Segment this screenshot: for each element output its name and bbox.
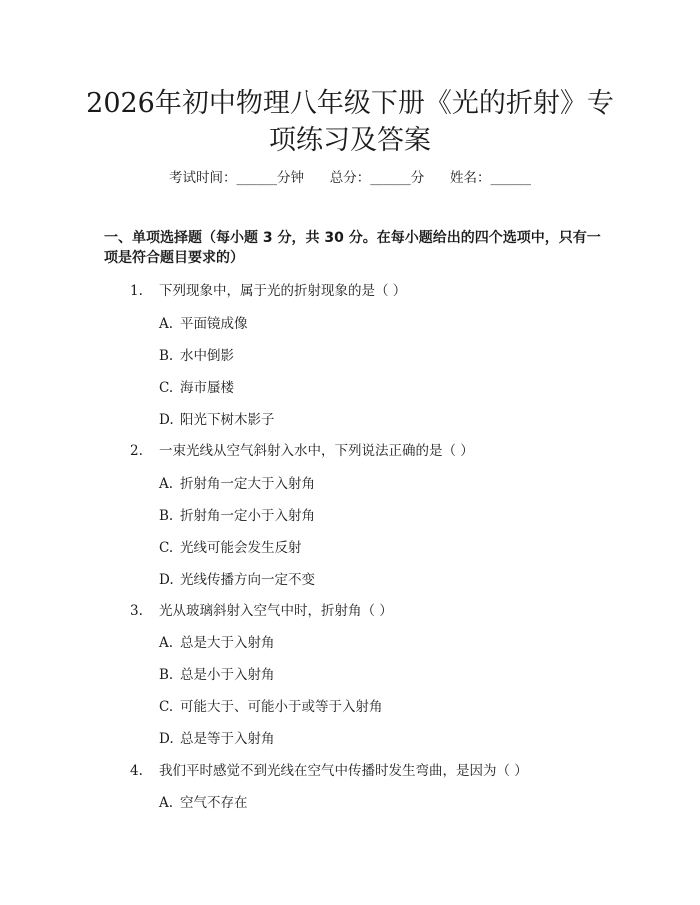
option-text: 空气不存在 xyxy=(180,795,248,811)
question-number: 1. xyxy=(130,283,143,299)
option-letter: B. xyxy=(159,667,174,683)
option-letter: A. xyxy=(159,635,174,651)
option-text: 可能大于、可能小于或等于入射角 xyxy=(180,699,383,715)
option-text: 折射角一定大于入射角 xyxy=(180,476,315,492)
question-text: 光从玻璃斜射入空气中时，折射角（ ） xyxy=(159,603,393,619)
option-letter: D. xyxy=(159,572,174,588)
section-heading-single-choice: 一、单项选择题（每小题 3 分，共 30 分。在每小题给出的四个选项中，只有一项是符合题目要求的） xyxy=(104,230,601,266)
option-letter: C. xyxy=(159,380,174,396)
option-text: 光线可能会发生反射 xyxy=(180,540,302,556)
option-text: 水中倒影 xyxy=(180,348,234,364)
option-letter: A. xyxy=(159,316,174,332)
option-letter: C. xyxy=(159,699,174,715)
question-number: 4. xyxy=(130,763,143,779)
option-letter: B. xyxy=(159,508,174,524)
option-letter: A. xyxy=(159,795,174,811)
option-letter: A. xyxy=(159,476,174,492)
question-text: 我们平时感觉不到光线在空气中传播时发生弯曲，是因为（ ） xyxy=(159,763,528,779)
option-text: 阳光下树木影子 xyxy=(180,412,275,428)
question-text: 下列现象中，属于光的折射现象的是（ ） xyxy=(159,283,407,299)
question-text: 一束光线从空气斜射入水中，下列说法正确的是（ ） xyxy=(159,443,474,459)
option-text: 海市蜃楼 xyxy=(180,380,234,396)
question-number: 3. xyxy=(130,603,143,619)
option-text: 总是大于入射角 xyxy=(180,635,275,651)
option-text: 折射角一定小于入射角 xyxy=(180,508,315,524)
option-letter: D. xyxy=(159,412,174,428)
option-letter: D. xyxy=(159,731,174,747)
option-letter: C. xyxy=(159,540,174,556)
option-letter: B. xyxy=(159,348,174,364)
option-text: 总是小于入射角 xyxy=(180,667,275,683)
option-text: 平面镜成像 xyxy=(180,316,248,332)
page-title-line-2: 项练习及答案 xyxy=(269,125,431,156)
question-number: 2. xyxy=(130,443,143,459)
option-text: 光线传播方向一定不变 xyxy=(180,572,315,588)
page-title-line-1: 2026年初中物理八年级下册《光的折射》专 xyxy=(86,88,614,119)
exam-info-line: 考试时间：______分钟 总分：______分 姓名：______ xyxy=(169,170,531,186)
option-text: 总是等于入射角 xyxy=(180,731,275,747)
